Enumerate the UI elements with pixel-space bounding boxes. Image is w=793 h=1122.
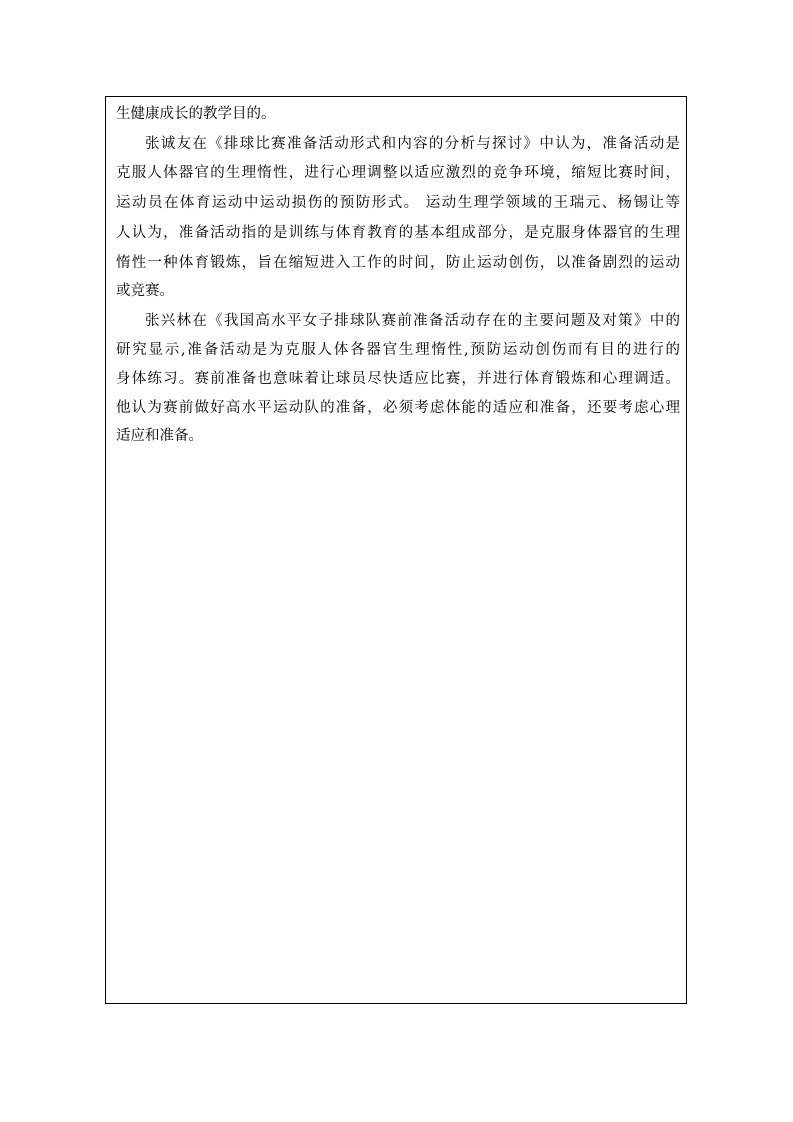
text-line-1: 生健康成长的教学目的。 <box>116 106 276 122</box>
text-box <box>105 96 687 1004</box>
text-line-8: 张兴林在《我国高水平女子排球队赛前准备活动存在的主要问题及对策》中的 <box>145 313 680 329</box>
text-line-7: 或竞赛。 <box>116 283 174 299</box>
text-line-4: 运动员在体育运动中运动损伤的预防形式。 运动生理学领域的王瑞元、杨锡让等 <box>116 195 680 211</box>
text-line-9: 研究显示,准备活动是为克服人体各器官生理惰性,预防运动创伤而有目的进行的 <box>116 342 680 358</box>
text-line-12: 适应和准备。 <box>116 428 203 444</box>
text-line-11: 他认为赛前做好高水平运动队的准备，必须考虑体能的适应和准备，还要考虑心理 <box>116 400 680 416</box>
text-line-10: 身体练习。赛前准备也意味着让球员尽快适应比赛，并进行体育锻炼和心理调适。 <box>116 371 680 387</box>
text-line-2: 张诚友在《排球比赛准备活动形式和内容的分析与探讨》中认为，准备活动是 <box>145 136 680 152</box>
text-line-3: 克服人体器官的生理惰性，进行心理调整以适应激烈的竞争环境，缩短比赛时间， <box>116 165 680 181</box>
text-line-6: 惰性一种体育锻炼，旨在缩短进入工作的时间，防止运动创伤，以准备剧烈的运动 <box>116 255 680 271</box>
text-line-5: 人认为，准备活动指的是训练与体育教育的基本组成部分，是克服身体器官的生理 <box>116 225 680 241</box>
